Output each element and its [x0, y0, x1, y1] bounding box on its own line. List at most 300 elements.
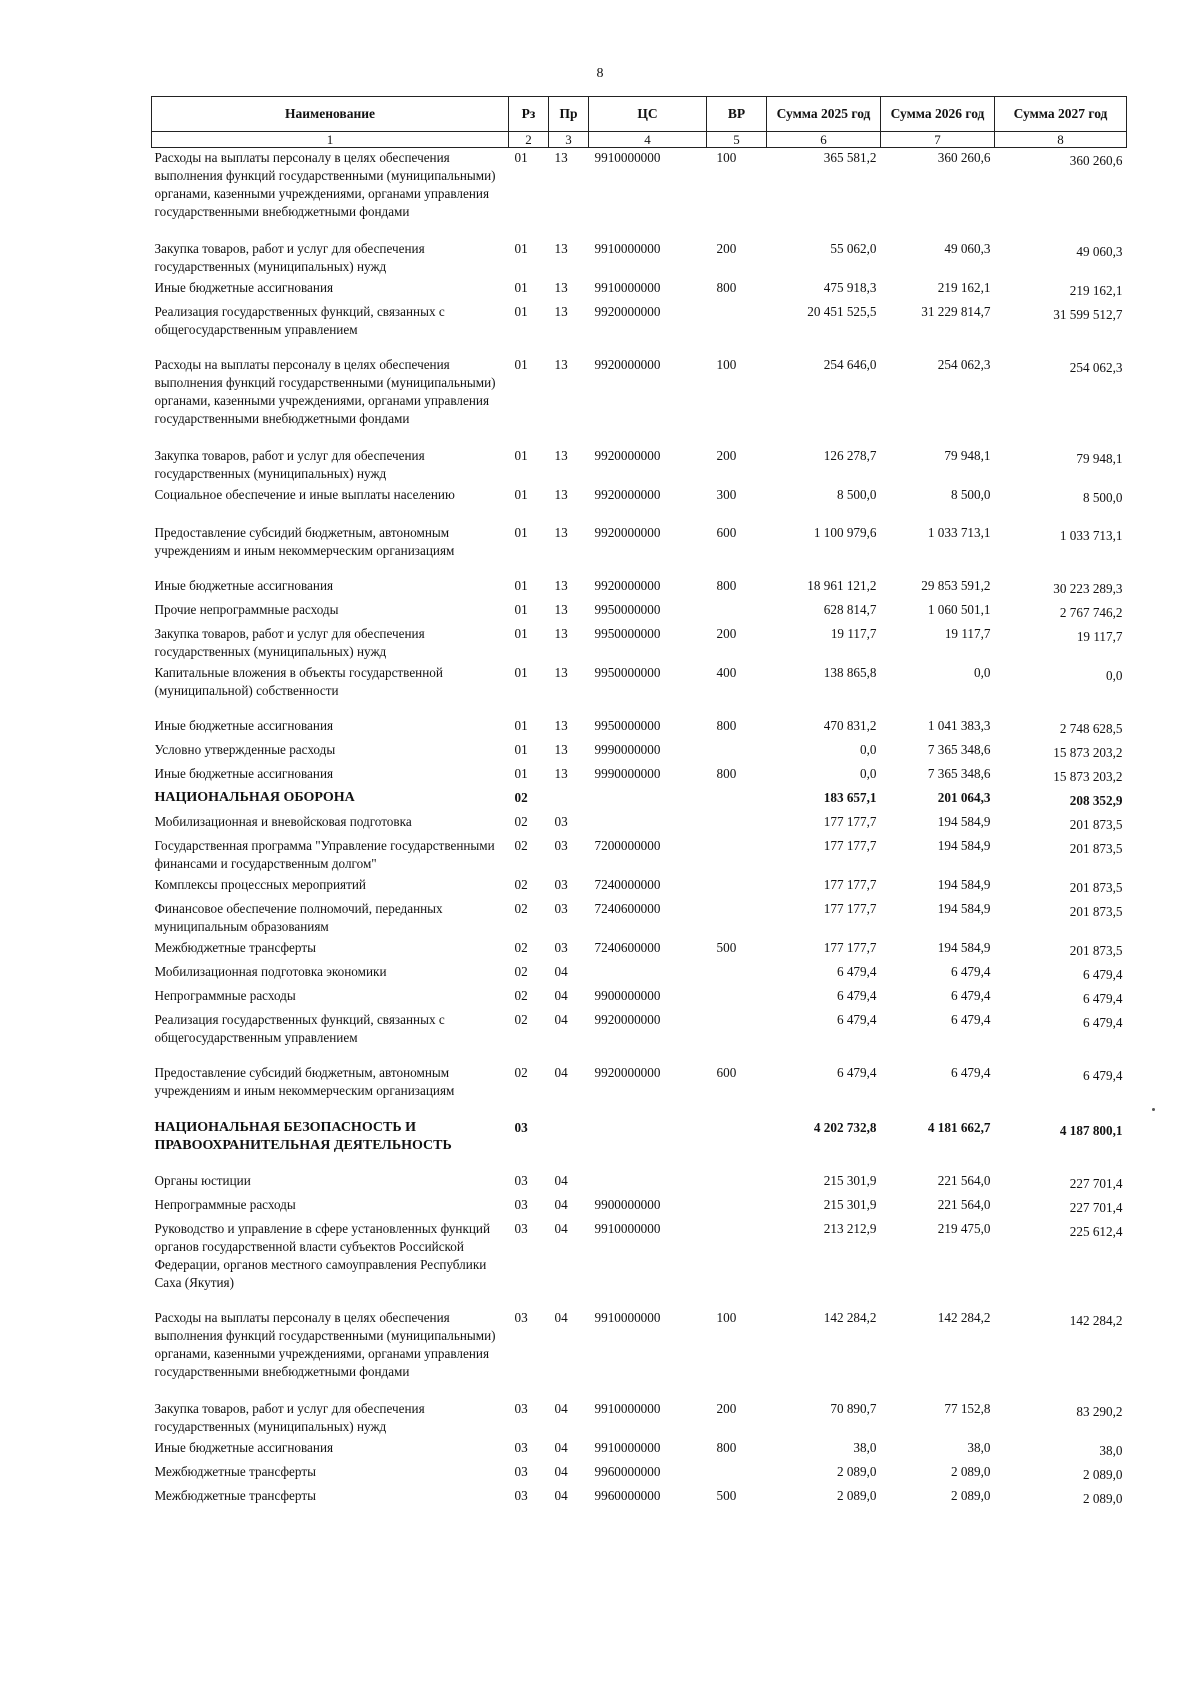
- table-row: [152, 278, 1127, 302]
- row-sum-2026: 1 041 383,3: [927, 718, 991, 733]
- row-sum-2025: 215 301,9: [823, 1173, 877, 1188]
- header-sum-2027: Сумма 2027 год: [995, 97, 1127, 132]
- row-vr: 200: [716, 1401, 737, 1416]
- row-cs: 9910000000: [594, 280, 661, 295]
- row-sum-2026: 194 584,9: [937, 814, 991, 829]
- row-rz: 03: [514, 1173, 528, 1188]
- row-cs: 9950000000: [594, 626, 661, 641]
- table-row: [152, 1399, 1127, 1438]
- table-row: [152, 938, 1127, 962]
- row-sum-2027: 4 187 800,1: [1059, 1123, 1123, 1138]
- table-row: [152, 812, 1127, 836]
- column-number: 1: [152, 132, 509, 148]
- row-name: Капитальные вложения в объекты государственной (муниципальной) собственности: [154, 665, 443, 698]
- row-sum-2025: 70 890,7: [830, 1401, 877, 1416]
- row-sum-2025: 126 278,7: [823, 448, 877, 463]
- row-sum-2025: 475 918,3: [823, 280, 877, 295]
- column-number: 5: [707, 132, 767, 148]
- row-vr: 800: [716, 718, 737, 733]
- row-sum-2027: 0,0: [1106, 668, 1123, 683]
- row-cs: 9990000000: [594, 742, 661, 757]
- row-cs: [589, 962, 707, 986]
- row-rz: 01: [514, 280, 528, 295]
- row-sum-2025: 138 865,8: [823, 665, 877, 680]
- row-cs: 9950000000: [594, 602, 661, 617]
- row-sum-2026: 360 260,6: [937, 150, 991, 165]
- row-sum-2025: 183 657,1: [823, 790, 877, 805]
- row-sum-2027: 1 033 713,1: [1059, 528, 1123, 543]
- row-pr: 13: [554, 150, 568, 165]
- row-sum-2026: 7 365 348,6: [927, 742, 991, 757]
- header-row: [152, 97, 1127, 132]
- row-sum-2026: 221 564,0: [937, 1197, 991, 1212]
- row-sum-2025: 2 089,0: [836, 1488, 877, 1503]
- row-name: Реализация государственных функций, связанных с общегосударственным управлением: [154, 1012, 445, 1045]
- row-rz: 02: [514, 901, 528, 916]
- row-rz: 02: [514, 964, 528, 979]
- row-pr: 03: [554, 901, 568, 916]
- page-number: 8: [596, 66, 604, 81]
- table-row: [152, 446, 1127, 485]
- row-vr: 300: [716, 487, 737, 502]
- row-sum-2026: 77 152,8: [944, 1401, 991, 1416]
- row-sum-2027: 6 479,4: [1082, 1015, 1123, 1030]
- table-row: [152, 986, 1127, 1010]
- row-vr: [707, 986, 767, 1010]
- row-sum-2027: 31 599 512,7: [1053, 307, 1123, 322]
- row-sum-2025: 142 284,2: [823, 1310, 877, 1325]
- row-cs: 7240000000: [594, 877, 661, 892]
- row-sum-2026: 2 089,0: [950, 1464, 991, 1479]
- row-sum-2025: 177 177,7: [823, 838, 877, 853]
- row-rz: 01: [514, 150, 528, 165]
- table-row: [152, 523, 1127, 576]
- row-rz: 01: [514, 487, 528, 502]
- row-pr: 04: [554, 1488, 568, 1503]
- table-row: [152, 1219, 1127, 1308]
- row-name: Государственная программа "Управление государственными финансами и государственным долгом": [154, 838, 495, 871]
- row-rz: 03: [514, 1197, 528, 1212]
- row-rz: 01: [514, 525, 528, 540]
- row-sum-2026: 221 564,0: [937, 1173, 991, 1188]
- row-pr: 03: [554, 814, 568, 829]
- row-sum-2025: 177 177,7: [823, 940, 877, 955]
- row-cs: 9910000000: [594, 241, 661, 256]
- column-number: 2: [509, 132, 549, 148]
- row-vr: 800: [716, 578, 737, 593]
- row-pr: [549, 788, 589, 812]
- row-sum-2026: 194 584,9: [937, 838, 991, 853]
- row-rz: 03: [514, 1401, 528, 1416]
- row-name: Мобилизационная подготовка экономики: [154, 964, 387, 979]
- row-sum-2026: 6 479,4: [950, 988, 991, 1003]
- row-rz: 01: [514, 578, 528, 593]
- row-cs: [589, 812, 707, 836]
- row-name: Условно утвержденные расходы: [154, 742, 336, 757]
- row-cs: 9990000000: [594, 766, 661, 781]
- row-pr: 13: [554, 602, 568, 617]
- row-pr: 13: [554, 742, 568, 757]
- row-sum-2025: 20 451 525,5: [807, 304, 877, 319]
- scan-speck: [1152, 1108, 1155, 1111]
- row-sum-2027: 208 352,9: [1069, 793, 1123, 808]
- row-sum-2025: 19 117,7: [830, 626, 877, 641]
- row-name: Непрограммные расходы: [154, 1197, 296, 1212]
- row-vr: 800: [716, 1440, 737, 1455]
- row-sum-2027: 201 873,5: [1069, 841, 1123, 856]
- row-pr: 04: [554, 988, 568, 1003]
- row-vr: [707, 1219, 767, 1308]
- table-row: [152, 1486, 1127, 1510]
- row-pr: 04: [554, 1401, 568, 1416]
- row-sum-2025: 38,0: [853, 1440, 877, 1455]
- row-name: Иные бюджетные ассигнования: [154, 718, 334, 733]
- row-vr: 100: [716, 1310, 737, 1325]
- row-pr: 13: [554, 241, 568, 256]
- row-sum-2026: 219 475,0: [937, 1221, 991, 1236]
- row-pr: 04: [554, 1173, 568, 1188]
- row-sum-2027: 201 873,5: [1069, 817, 1123, 832]
- row-sum-2025: 0,0: [860, 742, 877, 757]
- row-cs: 9920000000: [594, 304, 661, 319]
- row-cs: 9910000000: [594, 1440, 661, 1455]
- row-cs: [589, 1118, 707, 1171]
- row-rz: 01: [514, 602, 528, 617]
- row-name: НАЦИОНАЛЬНАЯ ОБОРОНА: [154, 790, 355, 805]
- row-sum-2025: 6 479,4: [836, 964, 877, 979]
- row-cs: 9910000000: [594, 1310, 661, 1325]
- row-name: Комплексы процессных мероприятий: [154, 877, 366, 892]
- row-vr: [707, 899, 767, 938]
- row-rz: 03: [514, 1310, 528, 1325]
- row-sum-2026: 142 284,2: [937, 1310, 991, 1325]
- row-vr: 200: [716, 626, 737, 641]
- row-sum-2026: 201 064,3: [937, 790, 991, 805]
- row-sum-2026: 29 853 591,2: [921, 578, 991, 593]
- row-vr: [707, 1462, 767, 1486]
- row-sum-2026: 194 584,9: [937, 877, 991, 892]
- table-row: [152, 962, 1127, 986]
- row-pr: 04: [554, 1065, 568, 1080]
- table-row: [152, 764, 1127, 788]
- row-sum-2027: 83 290,2: [1076, 1404, 1123, 1419]
- row-sum-2026: 38,0: [967, 1440, 991, 1455]
- table-row: [152, 624, 1127, 663]
- row-vr: [707, 600, 767, 624]
- row-sum-2025: 55 062,0: [830, 241, 877, 256]
- row-pr: 13: [554, 448, 568, 463]
- row-pr: 04: [554, 964, 568, 979]
- row-rz: 02: [514, 988, 528, 1003]
- row-cs: 7240600000: [594, 901, 661, 916]
- row-name: Иные бюджетные ассигнования: [154, 1440, 334, 1455]
- row-name: Закупка товаров, работ и услуг для обеспечения государственных (муниципальных) нужд: [154, 626, 425, 659]
- row-sum-2026: 19 117,7: [944, 626, 991, 641]
- row-rz: 01: [514, 742, 528, 757]
- row-name: Иные бюджетные ассигнования: [154, 766, 334, 781]
- row-vr: [707, 1195, 767, 1219]
- row-sum-2026: 219 162,1: [937, 280, 991, 295]
- row-sum-2025: 628 814,7: [823, 602, 877, 617]
- row-sum-2027: 6 479,4: [1082, 967, 1123, 982]
- row-sum-2026: 31 229 814,7: [921, 304, 991, 319]
- row-rz: 02: [514, 940, 528, 955]
- row-cs: 9920000000: [594, 525, 661, 540]
- row-cs: 7200000000: [594, 838, 661, 853]
- row-vr: 600: [716, 1065, 737, 1080]
- row-name: Иные бюджетные ассигнования: [154, 578, 334, 593]
- row-name: Иные бюджетные ассигнования: [154, 280, 334, 295]
- row-name: Предоставление субсидий бюджетным, автономным учреждениям и иным некоммерческим организациям: [154, 1065, 455, 1098]
- row-sum-2027: 201 873,5: [1069, 943, 1123, 958]
- row-cs: 9900000000: [594, 1197, 661, 1212]
- row-vr: [707, 812, 767, 836]
- row-sum-2026: 7 365 348,6: [927, 766, 991, 781]
- table-row: [152, 1010, 1127, 1063]
- row-rz: 01: [514, 304, 528, 319]
- row-rz: 02: [514, 838, 528, 853]
- row-cs: 9920000000: [594, 578, 661, 593]
- row-sum-2025: 6 479,4: [836, 1065, 877, 1080]
- table-row: [152, 600, 1127, 624]
- row-sum-2026: 6 479,4: [950, 1012, 991, 1027]
- table-row: [152, 1195, 1127, 1219]
- column-number: 6: [767, 132, 881, 148]
- row-sum-2025: 177 177,7: [823, 814, 877, 829]
- table-row: [152, 576, 1127, 600]
- row-sum-2027: 6 479,4: [1082, 991, 1123, 1006]
- header-cs: ЦС: [589, 97, 707, 132]
- row-cs: [589, 788, 707, 812]
- row-cs: 9920000000: [594, 1012, 661, 1027]
- row-sum-2025: 213 212,9: [823, 1221, 877, 1236]
- row-pr: 03: [554, 877, 568, 892]
- row-vr: 800: [716, 766, 737, 781]
- row-sum-2027: 227 701,4: [1069, 1200, 1123, 1215]
- row-cs: 9920000000: [594, 1065, 661, 1080]
- row-name: Расходы на выплаты персоналу в целях обеспечения выполнения функций государственными (муниципальными) органами, казенными учреждениями, органами управления государственными внебюджетными фондами: [154, 1310, 496, 1379]
- row-sum-2027: 2 748 628,5: [1059, 721, 1123, 736]
- row-sum-2027: 30 223 289,3: [1053, 581, 1123, 596]
- row-sum-2025: 0,0: [860, 766, 877, 781]
- row-sum-2025: 177 177,7: [823, 877, 877, 892]
- row-vr: 500: [716, 1488, 737, 1503]
- row-sum-2027: 49 060,3: [1076, 244, 1123, 259]
- row-sum-2027: 227 701,4: [1069, 1176, 1123, 1191]
- row-sum-2026: 194 584,9: [937, 901, 991, 916]
- row-rz: 01: [514, 665, 528, 680]
- row-sum-2025: 6 479,4: [836, 1012, 877, 1027]
- row-pr: 13: [554, 525, 568, 540]
- row-pr: 04: [554, 1012, 568, 1027]
- row-cs: 7240600000: [594, 940, 661, 955]
- row-pr: 04: [554, 1221, 568, 1236]
- table-row: [152, 740, 1127, 764]
- row-cs: 9950000000: [594, 718, 661, 733]
- column-number: 3: [549, 132, 589, 148]
- row-name: Предоставление субсидий бюджетным, автономным учреждениям и иным некоммерческим организациям: [154, 525, 455, 558]
- row-sum-2027: 142 284,2: [1069, 1313, 1123, 1328]
- table-row: [152, 836, 1127, 875]
- row-vr: [707, 962, 767, 986]
- row-vr: 400: [716, 665, 737, 680]
- row-sum-2025: 18 961 121,2: [807, 578, 877, 593]
- table-row: [152, 899, 1127, 938]
- table-row: [152, 485, 1127, 523]
- row-sum-2027: 201 873,5: [1069, 904, 1123, 919]
- row-pr: 13: [554, 665, 568, 680]
- row-cs: 9910000000: [594, 150, 661, 165]
- row-rz: 02: [514, 1065, 528, 1080]
- row-sum-2026: 0,0: [974, 665, 991, 680]
- row-vr: [707, 1010, 767, 1063]
- row-cs: 9950000000: [594, 665, 661, 680]
- row-name: Расходы на выплаты персоналу в целях обеспечения выполнения функций государственными (муниципальными) органами, казенными учреждениями, органами управления государственными внебюджетными фондами: [154, 150, 496, 219]
- row-name: Руководство и управление в сфере установленных функций органов государственной власти субъектов Российской Федерации, органов местного самоуправления Республики Саха (Якутия): [154, 1221, 491, 1290]
- column-number: 7: [881, 132, 995, 148]
- row-vr: [707, 875, 767, 899]
- table-row: [152, 148, 1127, 240]
- row-rz: 02: [514, 790, 528, 805]
- row-sum-2026: 1 033 713,1: [927, 525, 991, 540]
- row-cs: 9920000000: [594, 487, 661, 502]
- row-sum-2027: 38,0: [1099, 1443, 1123, 1458]
- row-vr: 500: [716, 940, 737, 955]
- row-name: Закупка товаров, работ и услуг для обеспечения государственных (муниципальных) нужд: [154, 1401, 425, 1434]
- row-sum-2027: 2 767 746,2: [1059, 605, 1123, 620]
- row-sum-2027: 15 873 203,2: [1053, 769, 1123, 784]
- row-vr: [707, 740, 767, 764]
- row-cs: 9900000000: [594, 988, 661, 1003]
- header-sum-2026: Сумма 2026 год: [881, 97, 995, 132]
- row-cs: 9910000000: [594, 1221, 661, 1236]
- row-rz: 03: [514, 1120, 528, 1135]
- row-vr: 600: [716, 525, 737, 540]
- row-cs: [589, 1171, 707, 1195]
- row-vr: [707, 302, 767, 355]
- row-vr: 800: [716, 280, 737, 295]
- row-pr: 13: [554, 280, 568, 295]
- table-row: [152, 663, 1127, 716]
- row-sum-2027: 6 479,4: [1082, 1068, 1123, 1083]
- row-cs: 9960000000: [594, 1488, 661, 1503]
- row-name: Межбюджетные трансферты: [154, 940, 316, 955]
- row-name: Закупка товаров, работ и услуг для обеспечения государственных (муниципальных) нужд: [154, 448, 425, 481]
- header-sum-2025: Сумма 2025 год: [767, 97, 881, 132]
- row-sum-2027: 360 260,6: [1069, 153, 1123, 168]
- row-sum-2027: 201 873,5: [1069, 880, 1123, 895]
- row-name: Финансовое обеспечение полномочий, переданных муниципальным образованиям: [154, 901, 443, 934]
- row-pr: 13: [554, 626, 568, 641]
- row-name: Органы юстиции: [154, 1173, 251, 1188]
- row-rz: 01: [514, 241, 528, 256]
- header-name: Наименование: [152, 97, 509, 132]
- row-rz: 03: [514, 1488, 528, 1503]
- row-sum-2026: 1 060 501,1: [927, 602, 991, 617]
- row-sum-2027: 15 873 203,2: [1053, 745, 1123, 760]
- row-rz: 01: [514, 357, 528, 372]
- row-sum-2025: 4 202 732,8: [813, 1120, 877, 1135]
- table-row: [152, 716, 1127, 740]
- table-row: [152, 1171, 1127, 1195]
- row-vr: [707, 1171, 767, 1195]
- column-number-row: [152, 132, 1127, 148]
- row-sum-2025: 470 831,2: [823, 718, 877, 733]
- row-sum-2027: 219 162,1: [1069, 283, 1123, 298]
- row-cs: 9920000000: [594, 357, 661, 372]
- table-body: [152, 148, 1127, 1511]
- row-rz: 01: [514, 718, 528, 733]
- row-rz: 01: [514, 448, 528, 463]
- row-name: Закупка товаров, работ и услуг для обеспечения государственных (муниципальных) нужд: [154, 241, 425, 274]
- row-rz: 02: [514, 814, 528, 829]
- row-sum-2026: 194 584,9: [937, 940, 991, 955]
- row-vr: 100: [716, 150, 737, 165]
- row-cs: 9910000000: [594, 1401, 661, 1416]
- table-row: [152, 1438, 1127, 1462]
- row-rz: 01: [514, 626, 528, 641]
- header-vr: ВР: [707, 97, 767, 132]
- row-sum-2025: 365 581,2: [823, 150, 877, 165]
- row-name: Межбюджетные трансферты: [154, 1464, 316, 1479]
- row-pr: 04: [554, 1197, 568, 1212]
- table-row: [152, 239, 1127, 278]
- table-row: [152, 302, 1127, 355]
- row-rz: 02: [514, 877, 528, 892]
- row-rz: 03: [514, 1440, 528, 1455]
- table-row: [152, 875, 1127, 899]
- row-name: НАЦИОНАЛЬНАЯ БЕЗОПАСНОСТЬ И ПРАВООХРАНИТЕЛЬНАЯ ДЕЯТЕЛЬНОСТЬ: [154, 1120, 452, 1153]
- row-rz: 02: [514, 1012, 528, 1027]
- row-cs: 9960000000: [594, 1464, 661, 1479]
- row-pr: 13: [554, 357, 568, 372]
- row-sum-2025: 8 500,0: [836, 487, 877, 502]
- header-rz: Рз: [509, 97, 549, 132]
- row-sum-2026: 6 479,4: [950, 964, 991, 979]
- column-number: 4: [589, 132, 707, 148]
- row-sum-2026: 79 948,1: [944, 448, 991, 463]
- row-sum-2026: 6 479,4: [950, 1065, 991, 1080]
- table-row: [152, 355, 1127, 446]
- row-sum-2027: 79 948,1: [1076, 451, 1123, 466]
- table-row: [152, 1118, 1127, 1171]
- row-name: Реализация государственных функций, связанных с общегосударственным управлением: [154, 304, 445, 337]
- row-pr: 13: [554, 766, 568, 781]
- row-pr: 04: [554, 1310, 568, 1325]
- row-sum-2027: 254 062,3: [1069, 360, 1123, 375]
- row-sum-2025: 2 089,0: [836, 1464, 877, 1479]
- row-name: Мобилизационная и вневойсковая подготовка: [154, 814, 412, 829]
- row-name: Прочие непрограммные расходы: [154, 602, 339, 617]
- row-sum-2026: 4 181 662,7: [927, 1120, 991, 1135]
- row-vr: 200: [716, 448, 737, 463]
- row-name: Межбюджетные трансферты: [154, 1488, 316, 1503]
- row-sum-2026: 49 060,3: [944, 241, 991, 256]
- row-sum-2025: 6 479,4: [836, 988, 877, 1003]
- table-row: [152, 1308, 1127, 1399]
- row-pr: 13: [554, 487, 568, 502]
- row-pr: 03: [554, 838, 568, 853]
- row-vr: 200: [716, 241, 737, 256]
- row-vr: [707, 836, 767, 875]
- row-sum-2027: 225 612,4: [1069, 1224, 1123, 1239]
- row-vr: 100: [716, 357, 737, 372]
- budget-table: [151, 96, 1127, 1510]
- row-pr: 13: [554, 304, 568, 319]
- row-sum-2027: 19 117,7: [1076, 629, 1123, 644]
- row-sum-2027: 2 089,0: [1082, 1467, 1123, 1482]
- table-row: [152, 788, 1127, 812]
